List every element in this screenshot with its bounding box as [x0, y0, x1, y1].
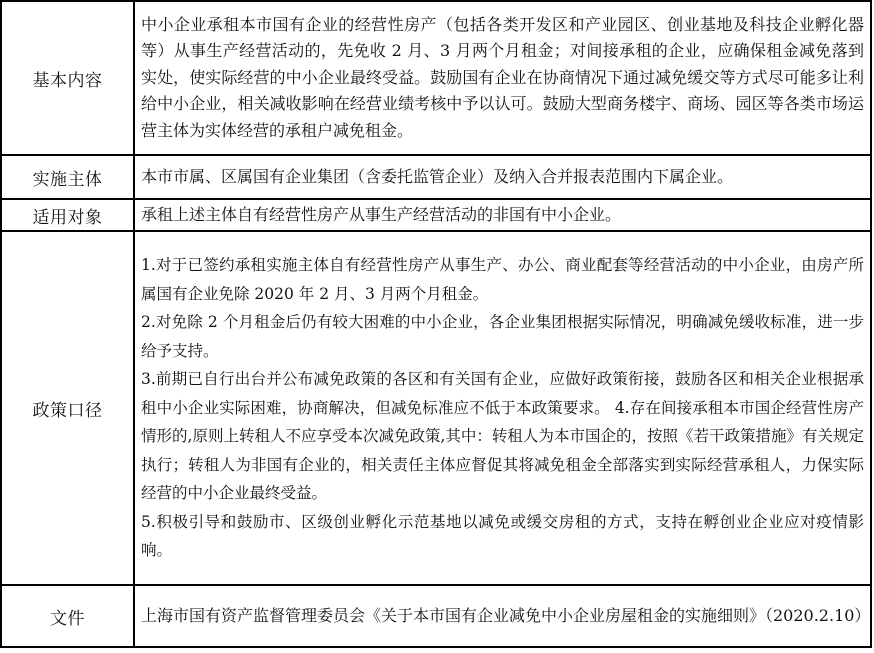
row-content-document	[134, 585, 871, 647]
row-content-policy	[134, 231, 871, 585]
policy-item-5: 5.积极引导和鼓励市、区级创业孵化示范基地以减免或缓交房租的方式，支持在孵创业企业应对疫情影响。	[141, 512, 864, 560]
table-row-basic	[1, 1, 871, 155]
table-row-document	[1, 585, 871, 647]
row-label-policy: 政策口径	[1, 231, 134, 585]
row-label-target: 适用对象	[1, 199, 134, 231]
table-row-policy	[1, 231, 871, 585]
policy-item-1: 1.对于已签约承租实施主体自有经营性房产从事生产、办公、商业配套等经营活动的中小企业，由房产所属国有企业免除 2020 年 2 月、3 月两个月租金。	[141, 256, 864, 303]
policy-item-2: 2.对免除 2 个月租金后仍有较大困难的中小企业，各企业集团根据实际情况，明确减免缓收标准，进一步给予支持。	[141, 313, 864, 360]
target-content-text: 承租上述主体自有经营性房产从事生产经营活动的非国有中小企业。	[141, 205, 622, 224]
row-content-target	[134, 199, 871, 231]
row-label-implementer: 实施主体	[1, 155, 134, 199]
document-content-text: 上海市国有资产监督管理委员会《关于本市国有企业减免中小企业房屋租金的实施细则》（2020.2.10）	[141, 606, 871, 625]
policy-item-3: 3.前期已自行出台并公布减免政策的各区和有关国有企业，应做好政策衔接，鼓励各区和相关企业根据承租中小企业实际困难，协商解决，但减免标准应不低于本政策要求。 4.存在间接承租本市国企经营性房产情形的,原则上转租人不应享受本次减免政策,其中：转租人为本市国企的，按照《若干政策措施》有关规定执行；转租人为非国有企业的，相关责任主体应督促其将减免租金全部落实到实际经营承租人，力保实际经营的中小企业最终受益。	[141, 370, 864, 503]
row-content-implementer	[134, 155, 871, 199]
table-row-implementer	[1, 155, 871, 199]
row-label-basic: 基本内容	[1, 1, 134, 155]
implementer-content-text: 本市市属、区属国有企业集团（含委托监管企业）及纳入合并报表范围内下属企业。	[141, 167, 734, 186]
basic-content-text: 中小企业承租本市国有企业的经营性房产（包括各类开发区和产业园区、创业基地及科技企业孵化器等）从事生产经营活动的，先免收 2 月、3 月两个月租金；对间接承租的企业，应确保租金减免落到实处，使实际经营的中小企业最终受益。鼓励国有企业在协商情况下通过减免缓交等方式尽可能多让利给中小企业，相关减收影响在经营业绩考核中予以认可。鼓励大型商务楼宇、商场、园区等各类市场运营主体为实体经营的承租户减免租金。	[141, 14, 864, 140]
row-content-basic	[134, 1, 871, 155]
row-label-document: 文件	[1, 585, 134, 647]
table-row-target	[1, 199, 871, 231]
